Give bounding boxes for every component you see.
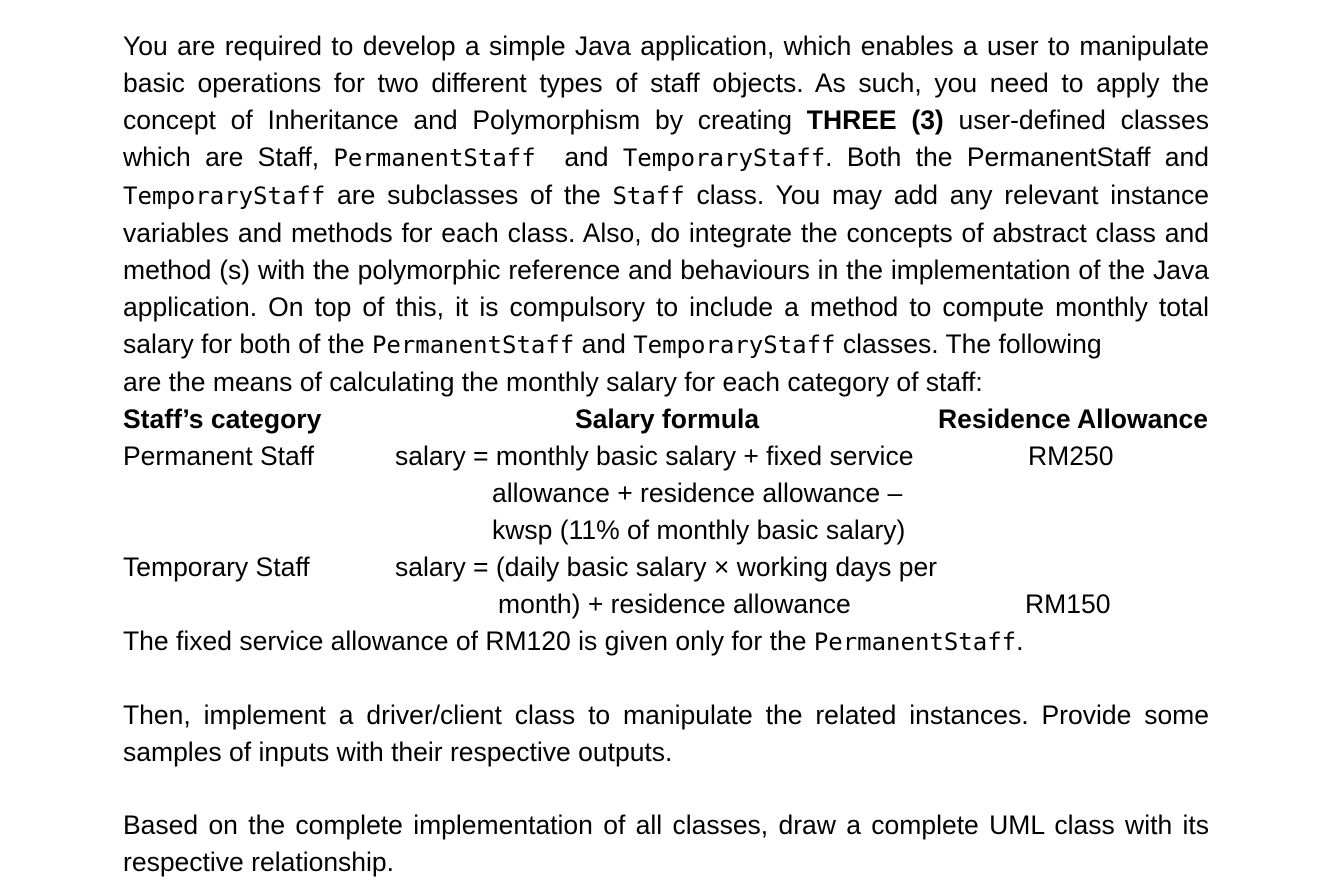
- intro-last-line: are the means of calculating the monthly salary for each category of staff:: [123, 367, 983, 397]
- row-temporary-category: Temporary Staff: [123, 552, 310, 582]
- class-name-temporary: TemporaryStaff: [622, 144, 826, 172]
- row-permanent-allowance: RM250: [1028, 441, 1114, 471]
- class-name-staff: Staff: [612, 182, 685, 210]
- driver-paragraph: Then, implement a driver/client class to manipulate the related instances. Provide some samples of inputs with their respective outputs.: [123, 700, 1209, 767]
- header-residence-allowance: Residence Allowance: [938, 404, 1209, 434]
- row-permanent-formula-line-1: salary = monthly basic salary + fixed service: [395, 441, 914, 471]
- intro-text-6: class. You may add any relevant instance variables and methods for each class. Also, do integrate the concepts of abstract class and method (s) with the polymorphic reference and behaviours in the implementation of the Java application. On top of this, it is compulsory to include a method to compute monthly total salary for both of the: [123, 180, 1209, 359]
- salary-table: [123, 401, 1209, 623]
- intro-text-7: and: [574, 329, 634, 359]
- header-staff-category: Staff’s category: [123, 404, 322, 434]
- row-temporary-formula-line-1: salary = (daily basic salary × working days per: [395, 552, 938, 582]
- row-permanent-category: Permanent Staff: [123, 441, 315, 471]
- fixed-allowance-note: [123, 623, 1209, 661]
- document-page: [123, 28, 1209, 881]
- intro-bold-count: THREE (3): [806, 105, 944, 135]
- intro-text-2: user-defined classes which are Staff,: [123, 105, 1209, 172]
- paragraph-gap-2: [123, 771, 1209, 807]
- intro-text-3: and: [535, 142, 623, 172]
- uml-paragraph: Based on the complete implementation of all classes, draw a complete UML class with its respective relationship.: [123, 810, 1209, 877]
- row-temporary-formula-line-2: month) + residence allowance: [498, 589, 851, 619]
- class-name-temporary-3: TemporaryStaff: [633, 331, 836, 359]
- note-text: The fixed service allowance of RM120 is given only for the: [123, 626, 814, 656]
- note-end: .: [1016, 626, 1024, 656]
- intro-text-8: classes. The following: [835, 329, 1102, 359]
- note-class-name: PermanentStaff: [813, 628, 1017, 656]
- intro-text-5: are subclasses of the: [325, 180, 613, 210]
- row-permanent-formula-line-2: allowance + residence allowance –: [492, 478, 903, 508]
- header-salary-formula: Salary formula: [575, 404, 760, 434]
- class-name-permanent-2: PermanentStaff: [371, 331, 575, 359]
- class-name-temporary-2: TemporaryStaff: [123, 182, 326, 210]
- intro-paragraph: [123, 28, 1209, 364]
- row-temporary-allowance: RM150: [1025, 589, 1111, 619]
- paragraph-gap: [123, 661, 1209, 697]
- class-name-permanent: PermanentStaff: [333, 144, 536, 172]
- intro-text-1: You are required to develop a simple Java application, which enables a user to manipulate basic operations for two different types of staff objects. As such, you need to apply the concept of Inheritance and Polymorphism by creating: [123, 31, 1209, 135]
- row-permanent-formula-line-3: kwsp (11% of monthly basic salary): [492, 515, 906, 545]
- intro-text-4: . Both the PermanentStaff and: [825, 142, 1209, 172]
